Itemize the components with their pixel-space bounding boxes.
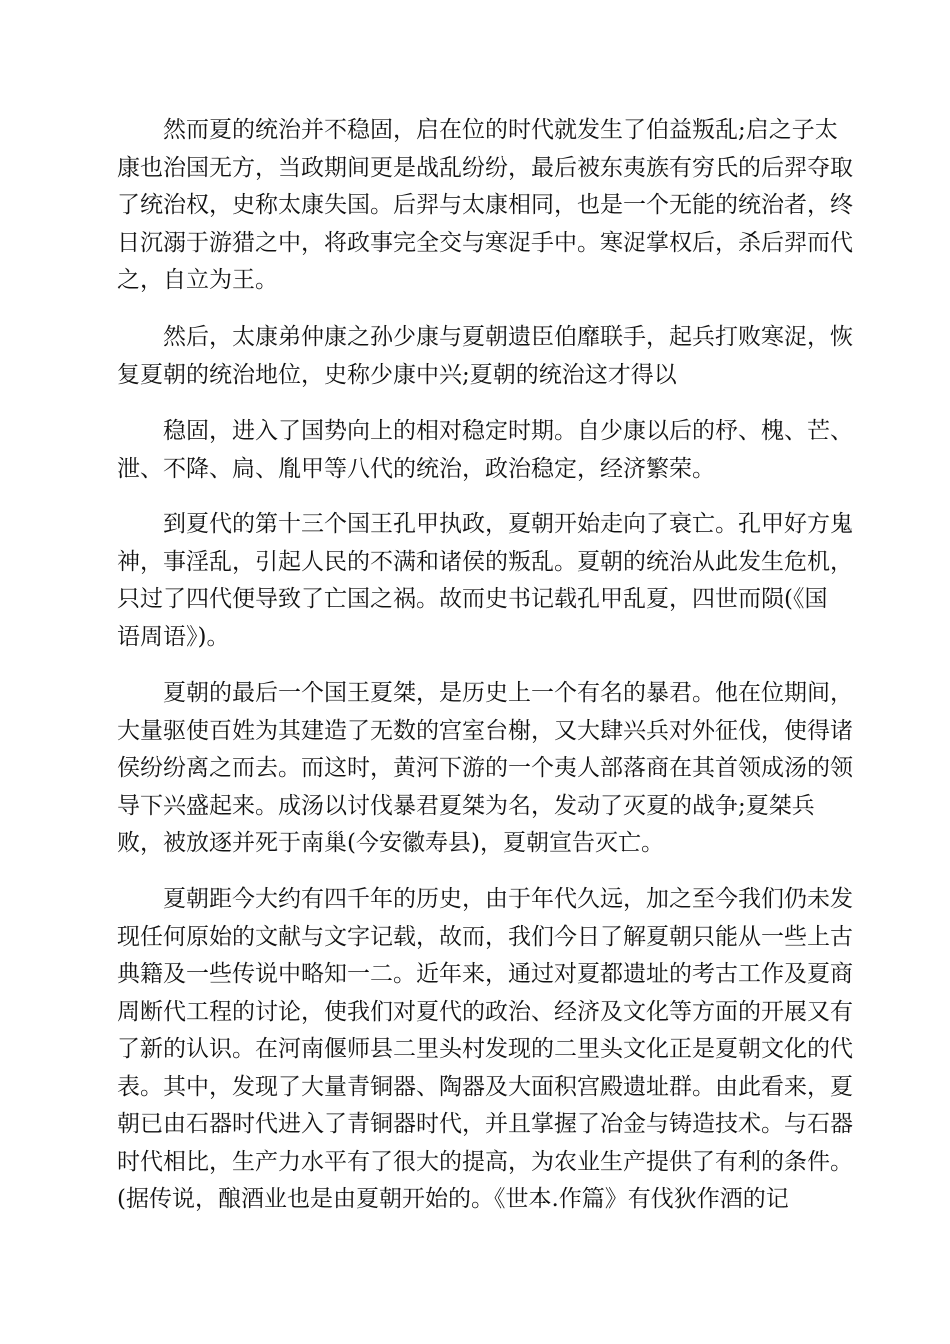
paragraph-line: 败，被放逐并死于南巢(今安徽寿县)，夏朝宣告灭亡。 [117,830,664,856]
paragraph-line: 了新的认识。在河南偃师县二里头村发现的二里头文化正是夏朝文化的代 [117,1036,853,1062]
paragraph-line: 了统治权，史称太康失国。后羿与太康相同，也是一个无能的统治者，终 [117,192,853,218]
paragraph-line: 周断代工程的讨论，使我们对夏代的政治、经济及文化等方面的开展又有 [117,998,853,1025]
paragraph-line: 复夏朝的统治地位，史称少康中兴;夏朝的统治这才得以 [117,361,677,388]
paragraph-line: 康也治国无方，当政期间更是战乱纷纷，最后被东夷族有穷氏的后羿夺取 [117,154,853,181]
paragraph-3 [117,413,853,488]
paragraph-1 [117,112,853,300]
paragraph-line: 泄、不降、扃、胤甲等八代的统治，政治稳定，经济繁荣。 [117,455,715,482]
paragraph-line: 现任何原始的文献与文字记载，故而，我们今日了解夏朝只能从一些上古 [117,923,853,950]
paragraph-line: 到夏代的第十三个国王孔甲执政，夏朝开始走向了衰亡。孔甲好方鬼 [163,511,853,537]
paragraph-4 [117,506,853,656]
paragraph-line: 然后，太康弟仲康之孙少康与夏朝遗臣伯靡联手，起兵打败寒浞，恢 [163,324,853,350]
paragraph-line: 之，自立为王。 [117,267,278,293]
paragraph-2 [117,319,853,394]
paragraph-line: 典籍及一些传说中略知一二。近年来，通过对夏都遗址的考古工作及夏商 [117,961,853,987]
paragraph-line: 时代相比，生产力水平有了很大的提高，为农业生产提供了有利的条件。 [117,1148,853,1175]
paragraph-line: 只过了四代便导致了亡国之祸。故而史书记载孔甲乱夏，四世而陨(《国 [117,586,828,612]
paragraph-line: 语周语》)。 [117,623,230,650]
paragraph-line: 稳固，进入了国势向上的相对稳定时期。自少康以后的杼、槐、芒、 [163,418,853,444]
paragraph-line: 然而夏的统治并不稳固，启在位的时代就发生了伯益叛乱;启之子太 [163,117,838,143]
paragraph-line: 表。其中，发现了大量青铜器、陶器及大面积宫殿遗址群。由此看来，夏 [117,1073,853,1100]
paragraph-line: 夏朝的最后一个国王夏桀，是历史上一个有名的暴君。他在位期间， [163,680,853,706]
paragraph-line: 神，事淫乱，引起人民的不满和诸侯的叛乱。夏朝的统治从此发生危机， [117,548,853,575]
paragraph-line: 夏朝距今大约有四千年的历史，由于年代久远，加之至今我们仍未发 [163,886,853,912]
paragraph-line: 导下兴盛起来。成汤以讨伐暴君夏桀为名，发动了灭夏的战争;夏桀兵 [117,792,815,819]
paragraph-line: 朝已由石器时代进入了青铜器时代，并且掌握了冶金与铸造技术。与石器 [117,1111,853,1137]
paragraph-line: (据传说，酿酒业也是由夏朝开始的。《世本.作篇》有伐狄作酒的记 [117,1186,789,1212]
paragraph-line: 大量驱使百姓为其建造了无数的宫室台榭，又大肆兴兵对外征伐，使得诸 [117,717,853,744]
paragraph-line: 日沉溺于游猎之中，将政事完全交与寒浞手中。寒浞掌权后，杀后羿而代 [117,229,853,256]
paragraph-line: 侯纷纷离之而去。而这时，黄河下游的一个夷人部落商在其首领成汤的领 [117,755,853,781]
paragraph-6 [117,881,853,1219]
paragraph-5 [117,675,853,863]
